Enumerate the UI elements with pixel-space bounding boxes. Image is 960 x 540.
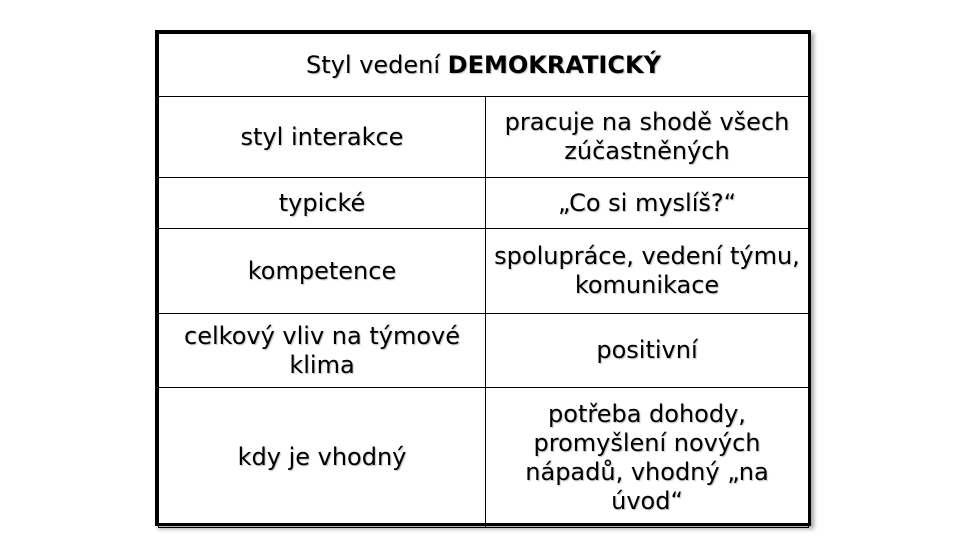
table-row [159, 314, 809, 388]
row-value: potřeba dohody, promyšlení nových nápadů, vhodný „na úvod“ [486, 388, 809, 528]
leadership-style-table [158, 33, 809, 528]
row-label: kdy je vhodný [159, 388, 486, 528]
table-row [159, 97, 809, 178]
title-prefix: Styl vedení [306, 50, 448, 79]
row-value: spolupráce, vedení týmu, komunikace [486, 229, 809, 314]
row-label: typické [159, 178, 486, 229]
leadership-style-table-frame [155, 30, 811, 526]
row-label: styl interakce [159, 97, 486, 178]
table-row [159, 229, 809, 314]
table-row [159, 178, 809, 229]
table-title [159, 34, 809, 97]
row-value: „Co si myslíš?“ [486, 178, 809, 229]
title-emphasis: DEMOKRATICKÝ [447, 50, 661, 79]
row-label: celkový vliv na týmové klima [159, 314, 486, 388]
row-value: positivní [486, 314, 809, 388]
row-label: kompetence [159, 229, 486, 314]
row-value: pracuje na shodě všech zúčastněných [486, 97, 809, 178]
table-row [159, 388, 809, 528]
table-header-row [159, 34, 809, 97]
